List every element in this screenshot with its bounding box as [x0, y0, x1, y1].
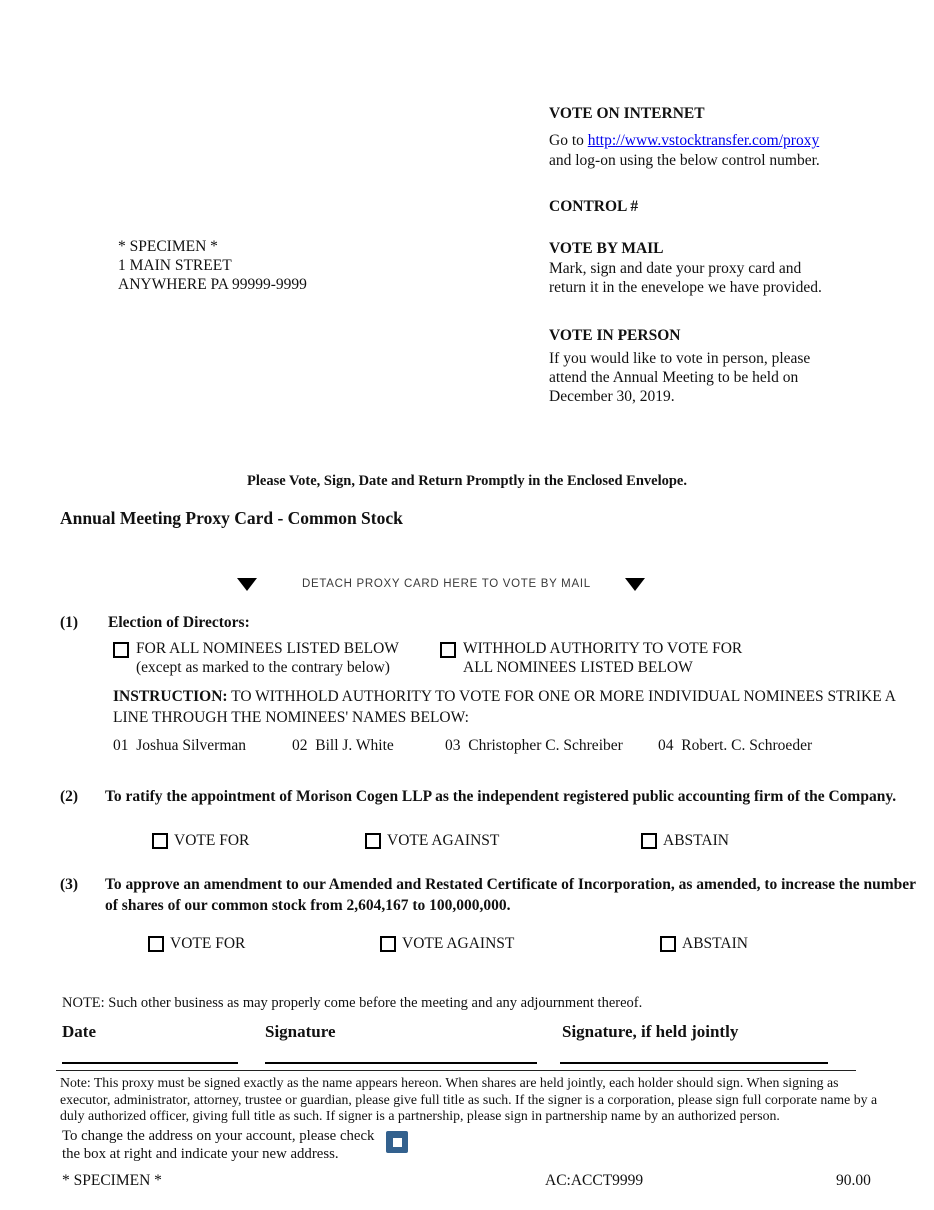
item3-abstain-label: ABSTAIN	[682, 935, 748, 952]
other-business-note: NOTE: Such other business as may properly come before the meeting and any adjournment thereof.	[62, 995, 643, 1011]
vote-person-line2: attend the Annual Meeting to be held on	[549, 369, 799, 386]
vote-mail-line2: return it in the enevelope we have provided.	[549, 279, 822, 296]
vote-mail-heading: VOTE BY MAIL	[549, 240, 664, 257]
checkbox-item2-vote-against[interactable]	[365, 833, 381, 849]
checkbox-item3-vote-for[interactable]	[148, 936, 164, 952]
checkbox-item2-abstain[interactable]	[641, 833, 657, 849]
vote-internet-line1	[549, 131, 819, 150]
vote-internet-line2: and log-on using the below control number.	[549, 152, 820, 169]
nominee-3-name: Christopher C. Schreiber	[468, 737, 623, 754]
address-change-line1: To change the address on your account, please check	[62, 1128, 375, 1144]
instruction-paragraph	[113, 687, 928, 728]
vote-person-heading: VOTE IN PERSON	[549, 327, 681, 344]
vote-mail-line1: Mark, sign and date your proxy card and	[549, 260, 802, 277]
address-line3: ANYWHERE PA 99999-9999	[118, 276, 307, 293]
divider-rule	[56, 1070, 856, 1071]
vote-person-line1: If you would like to vote in person, please	[549, 350, 811, 367]
nominee-4-num: 04	[658, 737, 674, 754]
item3-text-line2: of shares of our common stock from 2,604,167 to 100,000,000.	[105, 897, 511, 914]
footer-account-number: AC:ACCT9999	[545, 1172, 644, 1189]
item2-text: To ratify the appointment of Morison Cogen LLP as the independent registered public accounting firm of the Company.	[105, 788, 897, 805]
item3-text-line1: To approve an amendment to our Amended and Restated Certificate of Incorporation, as amended, to increase the number	[105, 876, 916, 893]
vote-internet-line1-prefix: Go to	[549, 132, 588, 149]
checkbox-address-change-inner	[393, 1138, 402, 1147]
item3-vote-against-label: VOTE AGAINST	[402, 935, 515, 952]
item2-abstain-label: ABSTAIN	[663, 832, 729, 849]
checkbox-for-all-nominees[interactable]	[113, 642, 129, 658]
item3-vote-for-label: VOTE FOR	[170, 935, 246, 952]
nominee-4-name: Robert. C. Schroeder	[681, 737, 813, 754]
withhold-authority-label: WITHHOLD AUTHORITY TO VOTE FOR	[463, 640, 743, 657]
address-change-line2: the box at right and indicate your new address.	[62, 1146, 339, 1162]
page-title: Annual Meeting Proxy Card - Common Stock	[60, 508, 403, 528]
item2-number: (2)	[60, 788, 79, 805]
signature-line[interactable]	[265, 1062, 537, 1064]
instruction-label: INSTRUCTION:	[113, 688, 228, 705]
item1-heading: Election of Directors:	[108, 614, 250, 631]
nominee-3	[445, 736, 623, 755]
nominee-2	[292, 736, 394, 755]
footer-specimen: * SPECIMEN *	[62, 1172, 162, 1189]
nominee-1	[113, 736, 246, 755]
for-all-nominees-label: FOR ALL NOMINEES LISTED BELOW	[136, 640, 399, 657]
address-line2: 1 MAIN STREET	[118, 257, 232, 274]
checkbox-item3-abstain[interactable]	[660, 936, 676, 952]
signing-instructions: Note: This proxy must be signed exactly as the name appears hereon. When shares are held jointly, each holder should sign. When signing as executor, administrator, attorney, trustee or guardian, please give full title as such. If the signer is a corporation, please sign full corporate name by a duly authorized officer, giving full title as such. If signer is a partnership, please sign in partnership name by an authorized person.	[60, 1075, 878, 1123]
footer-amount: 90.00	[836, 1172, 871, 1189]
date-label: Date	[62, 1022, 96, 1041]
detach-instruction: DETACH PROXY CARD HERE TO VOTE BY MAIL	[302, 578, 591, 590]
item1-number: (1)	[60, 614, 79, 631]
control-number-heading: CONTROL #	[549, 198, 639, 215]
proxy-vote-link[interactable]: http://www.vstocktransfer.com/proxy	[587, 132, 820, 149]
item2-vote-for-label: VOTE FOR	[174, 832, 250, 849]
nominee-1-num: 01	[113, 737, 129, 754]
nominee-2-name: Bill J. White	[315, 737, 394, 754]
for-all-nominees-sublabel: (except as marked to the contrary below)	[136, 659, 390, 676]
address-line1: * SPECIMEN *	[118, 238, 218, 255]
item2-vote-against-label: VOTE AGAINST	[387, 832, 500, 849]
nominee-4	[658, 736, 812, 755]
checkbox-withhold-authority[interactable]	[440, 642, 456, 658]
nominee-3-num: 03	[445, 737, 461, 754]
nominee-2-num: 02	[292, 737, 308, 754]
checkbox-address-change[interactable]	[386, 1131, 408, 1153]
joint-signature-line[interactable]	[560, 1062, 828, 1064]
nominee-1-name: Joshua Silverman	[136, 737, 247, 754]
signature-label: Signature	[265, 1022, 336, 1041]
checkbox-item2-vote-for[interactable]	[152, 833, 168, 849]
instruction-text: TO WITHHOLD AUTHORITY TO VOTE FOR ONE OR MORE INDIVIDUAL NOMINEES STRIKE A LINE THROUGH THE NOMINEES' NAMES BELOW:	[113, 688, 896, 726]
detach-triangle-right-icon	[625, 578, 645, 591]
withhold-authority-sublabel: ALL NOMINEES LISTED BELOW	[463, 659, 693, 676]
signature-joint-label: Signature, if held jointly	[562, 1022, 739, 1041]
item3-number: (3)	[60, 876, 79, 893]
vote-person-line3: December 30, 2019.	[549, 388, 675, 405]
checkbox-item3-vote-against[interactable]	[380, 936, 396, 952]
date-signature-line[interactable]	[62, 1062, 238, 1064]
vote-internet-heading: VOTE ON INTERNET	[549, 105, 705, 122]
detach-triangle-left-icon	[237, 578, 257, 591]
return-notice: Please Vote, Sign, Date and Return Promptly in the Enclosed Envelope.	[247, 473, 687, 489]
